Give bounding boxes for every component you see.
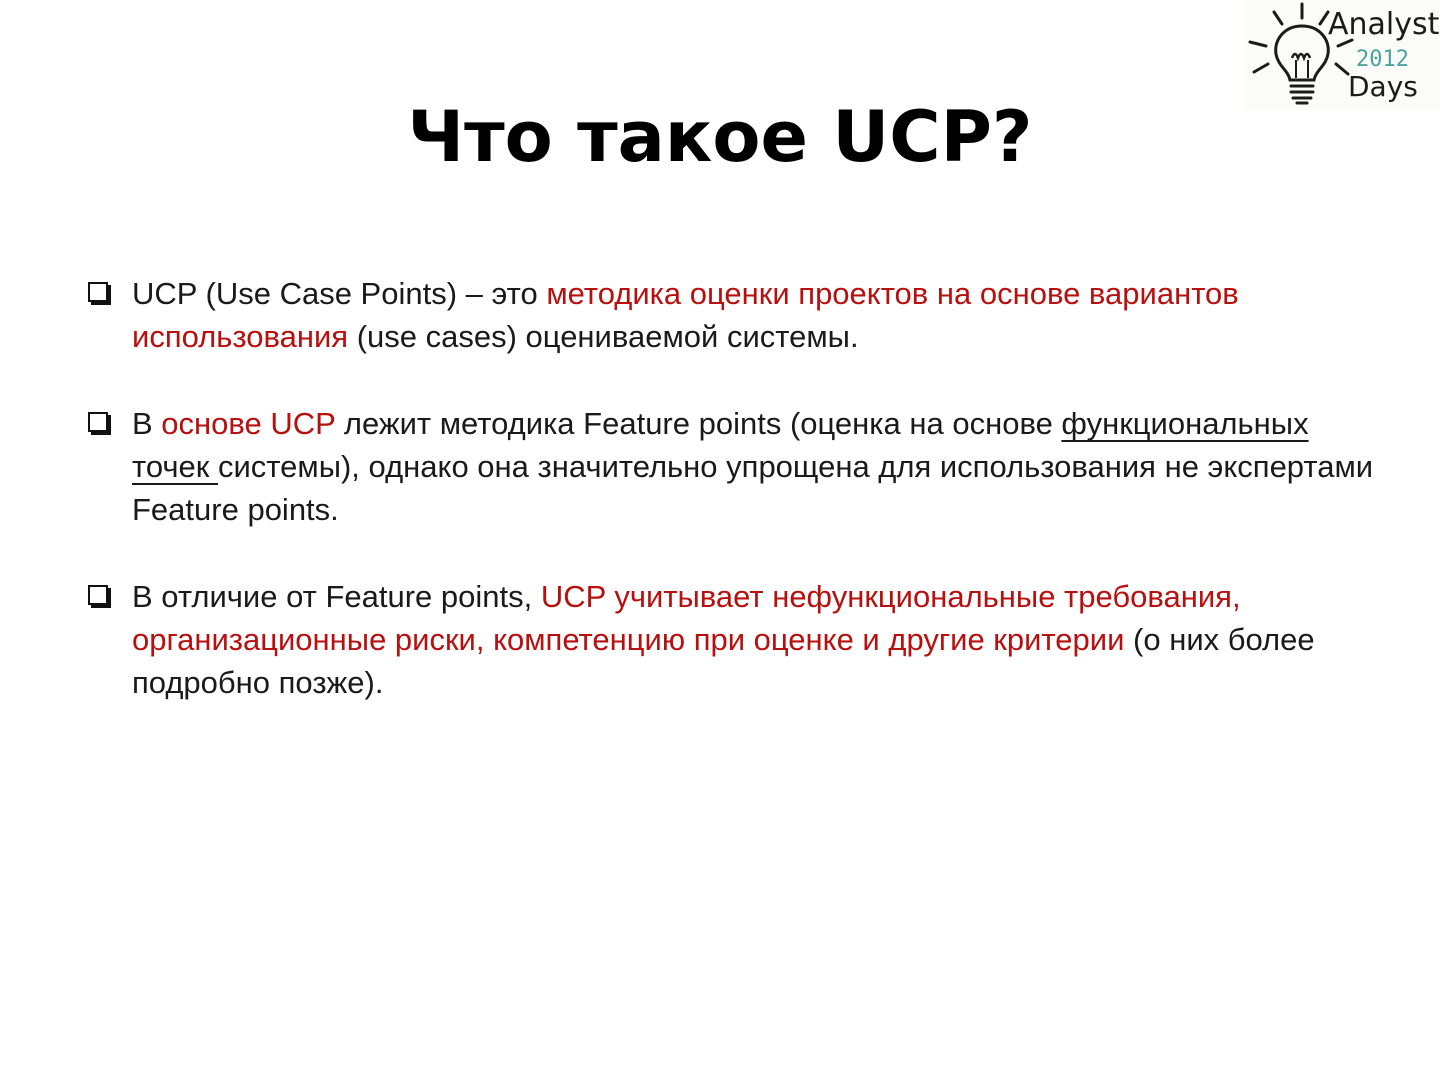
logo-line-days: Days [1348, 70, 1418, 103]
underlined-text: функциональных точек [132, 406, 1309, 484]
highlighted-text: UCP учитывает нефункциональные требования, организационные риски, компетенцию при оценке и другие критерии [132, 579, 1241, 657]
checkbox-icon [88, 412, 108, 432]
highlighted-text: основе UCP [161, 406, 336, 441]
bullet-item-ucp-basis [86, 402, 1386, 531]
slide-title: Что такое UCP? [407, 96, 1033, 178]
bullet-item-ucp-difference [86, 575, 1386, 704]
bullet-text: лежит методика Feature points (оценка на основе [335, 406, 1062, 441]
bullet-text: системы), однако она значительно упрощена для использования не экспертами Feature points. [132, 449, 1374, 527]
bullet-text: UCP (Use Case Points) – это [132, 276, 547, 311]
highlighted-text: методика оценки проектов на основе вариантов использования [132, 276, 1239, 354]
logo-line-year: 2012 [1356, 47, 1409, 72]
bullet-text: (о них более подробно позже). [132, 622, 1315, 700]
checkbox-icon [88, 282, 108, 302]
bullet-text: В [132, 406, 162, 441]
bullet-list [86, 272, 1386, 748]
checkbox-icon [88, 585, 108, 605]
bullet-text: В отличие от Feature points, [132, 579, 541, 614]
bullet-item-ucp-definition [86, 272, 1386, 358]
bullet-text: (use cases) оцениваемой системы. [348, 319, 859, 354]
logo-line-analyst: Analyst [1328, 7, 1440, 42]
